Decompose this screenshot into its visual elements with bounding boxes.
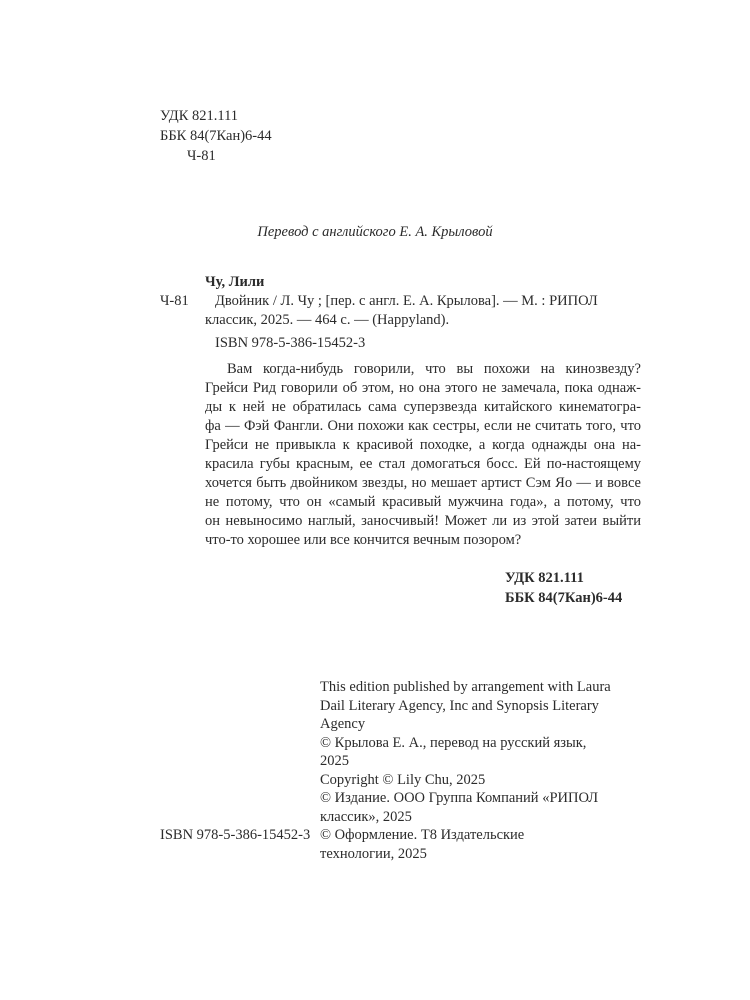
rights-line: Copyright © Lily Chu, 2025 (320, 771, 486, 788)
udk-code-bold: УДК 821.111 (505, 570, 584, 586)
bibliographic-record (0, 273, 750, 353)
rights-line: Dail Literary Agency, Inc and Synopsis Literary (320, 697, 599, 714)
bbk-code: ББК 84(7Кан)6-44 (160, 128, 272, 144)
annotation-line: ды к ней не обратилась сама суперзвезда китайского кинематогра- (205, 399, 641, 415)
bbk-code-bold: ББК 84(7Кан)6-44 (505, 590, 623, 606)
isbn-bottom: ISBN 978-5-386-15452-3 (160, 826, 311, 843)
bib-row (0, 292, 750, 330)
annotation-line: Вам когда-нибудь говорили, что вы похожи на кинозвезду? (227, 361, 641, 377)
rights-line: This edition published by arrangement with Laura (320, 679, 611, 695)
rights-line: © Крылова Е. А., перевод на русский язык, (320, 734, 587, 751)
rights-line: © Издание. ООО Группа Компаний «РИПОЛ (320, 790, 599, 806)
rights-line: 2025 (320, 753, 349, 769)
annotation-line: красила губы красным, ее стал домогаться босс. Ей по-настоящему (205, 456, 641, 472)
rights-line: © Оформление. Т8 Издательские (320, 827, 525, 843)
annotation-line: не потому, что он «самый красивый мужчина года», а потому, что (205, 494, 641, 510)
author-name: Чу, Лили (205, 274, 265, 290)
annotation (205, 360, 641, 550)
bib-author-mark: Ч-81 (160, 293, 189, 309)
annotation-line: Грейси Рид говорили об этом, но она этого не замечала, пока однаж- (205, 380, 641, 396)
lower-block (0, 678, 750, 863)
author-mark: Ч-81 (187, 148, 216, 164)
annotation-line: фа — Фэй Фангли. Они похожи как сестры, если не считать того, что (205, 418, 641, 434)
copyright-block (320, 678, 650, 863)
udk-code: УДК 821.111 (160, 108, 239, 124)
bibliographic-description (205, 292, 640, 330)
annotation-line: Грейси не привыкла к красивой походке, а когда однажды она на- (205, 437, 641, 453)
bib-line-1: Двойник / Л. Чу ; [пер. с англ. Е. А. Крылова]. — М. : РИПОЛ (215, 293, 598, 309)
annotation-line: что-то хорошее или все кончится вечным позором? (205, 532, 522, 548)
rights-line: Agency (320, 716, 366, 732)
annotation-line: он невыносимо наглый, заносчивый! Может ли из этой затеи выйти (205, 513, 641, 529)
rights-line: классик», 2025 (320, 808, 412, 825)
annotation-line: хочется быть двойником звезды, но мешает артист Сэм Яо — и вовсе (205, 475, 641, 491)
isbn-record: ISBN 978-5-386-15452-3 (215, 335, 366, 351)
rights-line: технологии, 2025 (320, 845, 427, 862)
translator-note: Перевод с английского Е. А. Крыловой (257, 224, 493, 240)
classification-codes-bold (505, 568, 750, 608)
classification-codes (160, 106, 750, 166)
bib-line-2: классик, 2025. — 464 с. — (Happyland). (205, 312, 450, 328)
